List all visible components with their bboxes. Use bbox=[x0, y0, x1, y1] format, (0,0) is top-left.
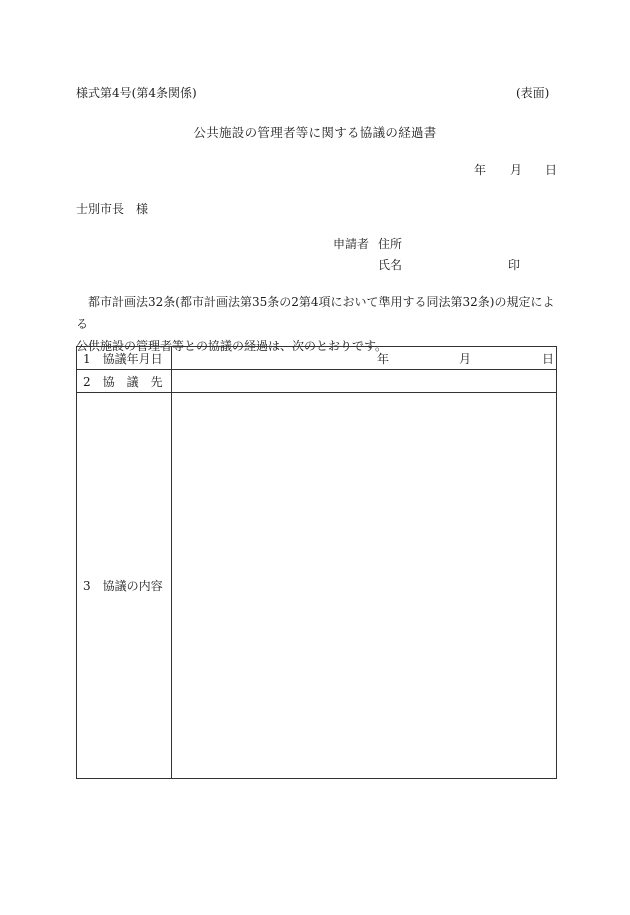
date-year-label: 年 bbox=[474, 163, 487, 177]
consultation-table bbox=[76, 346, 557, 779]
row-date-year: 年 bbox=[377, 352, 390, 366]
seal-label: 印 bbox=[508, 258, 521, 272]
body-line-2: 公供施設の管理者等との協議の経過は、次のとおりです。 bbox=[76, 339, 388, 353]
date-month-label: 月 bbox=[510, 163, 523, 177]
row-label-party: 2 協 議 先 bbox=[77, 370, 172, 393]
addressee: 士別市長 様 bbox=[76, 202, 149, 216]
date-day-label: 日 bbox=[545, 163, 558, 177]
name-label: 氏名 bbox=[378, 258, 403, 272]
consultation-date-field[interactable] bbox=[172, 347, 557, 370]
row-label-date: 1 協議年月日 bbox=[77, 347, 172, 370]
consultation-party-field[interactable] bbox=[172, 370, 557, 393]
side-label: (表面) bbox=[516, 86, 550, 100]
consultation-content-field[interactable] bbox=[172, 393, 557, 779]
table-row-date bbox=[77, 347, 557, 370]
form-number: 様式第4号(第4条関係) bbox=[76, 86, 197, 100]
document-title: 公共施設の管理者等に関する協議の経過書 bbox=[193, 125, 437, 140]
table-row-party bbox=[77, 370, 557, 393]
row-date-day: 日 bbox=[542, 352, 555, 366]
table-row-content bbox=[77, 393, 557, 779]
address-label: 住所 bbox=[378, 237, 403, 251]
row-label-content: 3 協議の内容 bbox=[77, 393, 172, 779]
body-line-1: 都市計画法32条(都市計画法第35条の2第4項において準用する同法第32条)の規定による bbox=[76, 295, 555, 331]
applicant-label: 申請者 bbox=[333, 237, 370, 251]
row-date-month: 月 bbox=[459, 352, 472, 366]
